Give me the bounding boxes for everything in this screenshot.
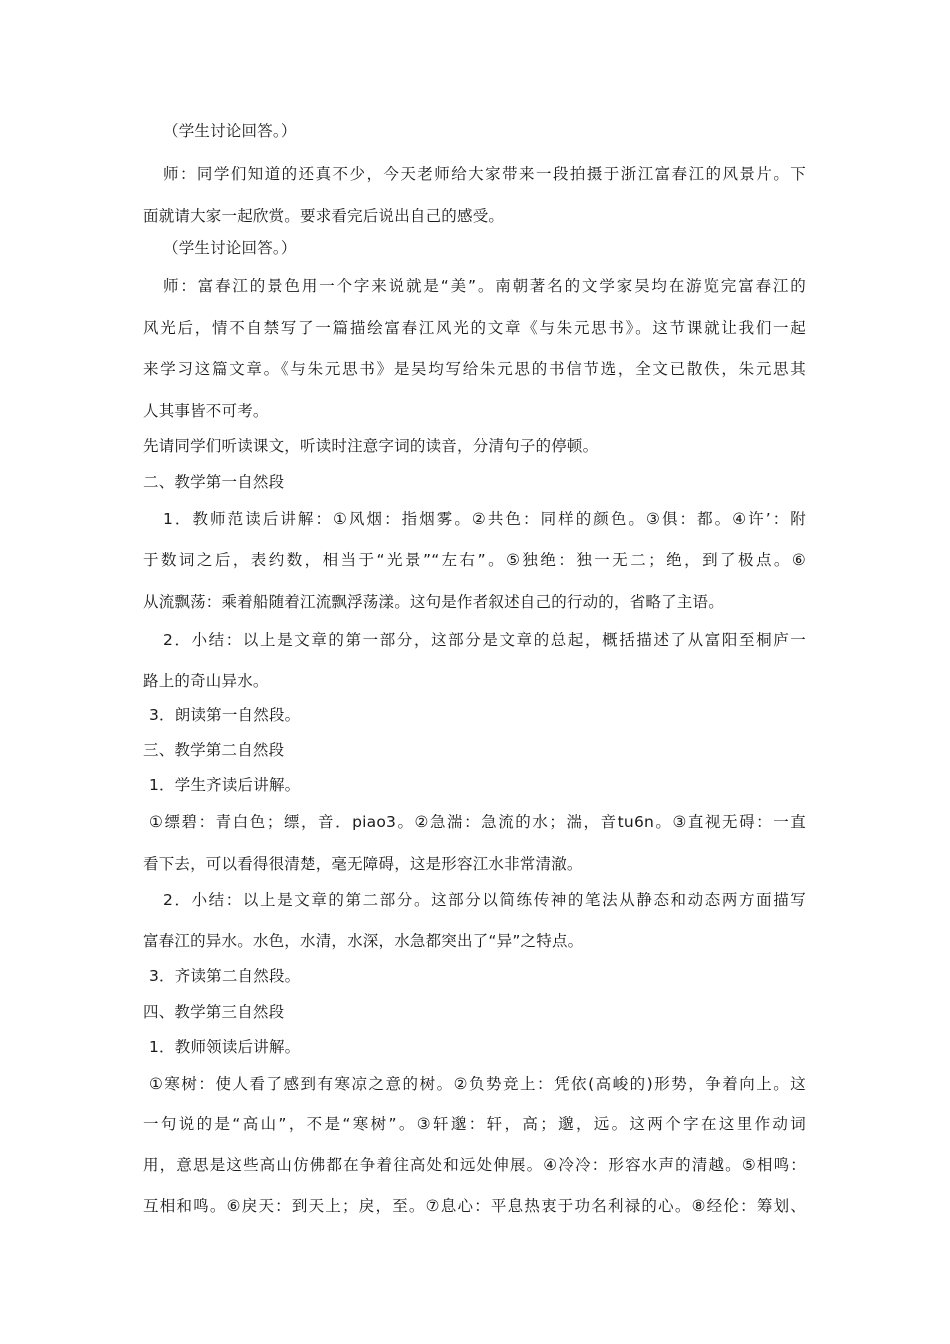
text-line: 1．教师范读后讲解：①风烟：指烟雾。②共色：同样的颜色。③俱：都。④许’：附 (163, 510, 806, 528)
text-line: 于数词之后，表约数，相当于“光景”“左右”。⑤独绝：独一无二；绝，到了极点。⑥ (143, 551, 806, 569)
text-line: 看下去，可以看得很清楚，毫无障碍，这是形容江水非常清澈。 (143, 855, 583, 873)
section-heading: 四、教学第三自然段 (143, 1003, 285, 1021)
section-heading: 二、教学第一自然段 (143, 473, 285, 491)
text-line: 师：同学们知道的还真不少，今天老师给大家带来一段拍摄于浙江富春江的风景片。下 (163, 165, 806, 183)
text-line: 3．朗读第一自然段。 (149, 706, 301, 724)
text-line: 路上的奇山异水。 (143, 672, 269, 690)
text-line: 3．齐读第二自然段。 (149, 967, 301, 985)
text-line: 师：富春江的景色用一个字来说就是“美”。南朝著名的文学家吴均在游览完富春江的 (163, 277, 806, 295)
text-line: 互相和鸣。⑥戾天：到天上；戾，至。⑦息心：平息热衷于功名利禄的心。⑧经伦：筹划、 (143, 1197, 806, 1215)
text-line: 风光后，情不自禁写了一篇描绘富春江风光的文章《与朱元思书》。这节课就让我们一起 (143, 319, 806, 337)
text-line: 1．教师领读后讲解。 (149, 1038, 301, 1056)
text-line: 富春江的异水。水色，水清，水深，水急都突出了“异”之特点。 (143, 932, 584, 950)
text-line: 用，意思是这些高山仿佛都在争着往高处和远处伸展。④冷冷：形容水声的清越。⑤相鸣： (143, 1156, 806, 1174)
text-line: 来学习这篇文章。《与朱元思书》是吴均写给朱元思的书信节选，全文已散佚，朱元思其 (143, 360, 806, 378)
text-line: 面就请大家一起欣赏。要求看完后说出自己的感受。 (143, 207, 505, 225)
text-line: 2．小结：以上是文章的第二部分。这部分以简练传神的笔法从静态和动态两方面描写 (163, 891, 806, 909)
text-line: 2．小结：以上是文章的第一部分，这部分是文章的总起，概括描述了从富阳至桐庐一 (163, 631, 806, 649)
text-line: （学生讨论回答。） (163, 239, 297, 257)
text-line: ①寒树：使人看了感到有寒凉之意的树。②负势竞上：凭依(高峻的)形势，争着向上。这 (149, 1075, 806, 1093)
text-line: 从流飘荡：乘着船随着江流飘浮荡漾。这句是作者叙述自己的行动的，省略了主语。 (143, 593, 724, 611)
section-heading: 三、教学第二自然段 (143, 741, 285, 759)
text-line: 1．学生齐读后讲解。 (149, 776, 301, 794)
text-line: 先请同学们听读课文，听读时注意字词的读音，分清句子的停顿。 (143, 437, 599, 455)
text-line: 人其事皆不可考。 (143, 402, 269, 420)
text-line: （学生讨论回答。） (163, 122, 297, 140)
text-line: 一句说的是“高山”，不是“寒树”。③轩邈：轩，高；邈，远。这两个字在这里作动词 (143, 1115, 806, 1133)
text-line: ①缥碧：青白色；缥，音．piao3。②急湍：急流的水；湍，音tu6n。③直视无碍：一直 (149, 813, 806, 831)
